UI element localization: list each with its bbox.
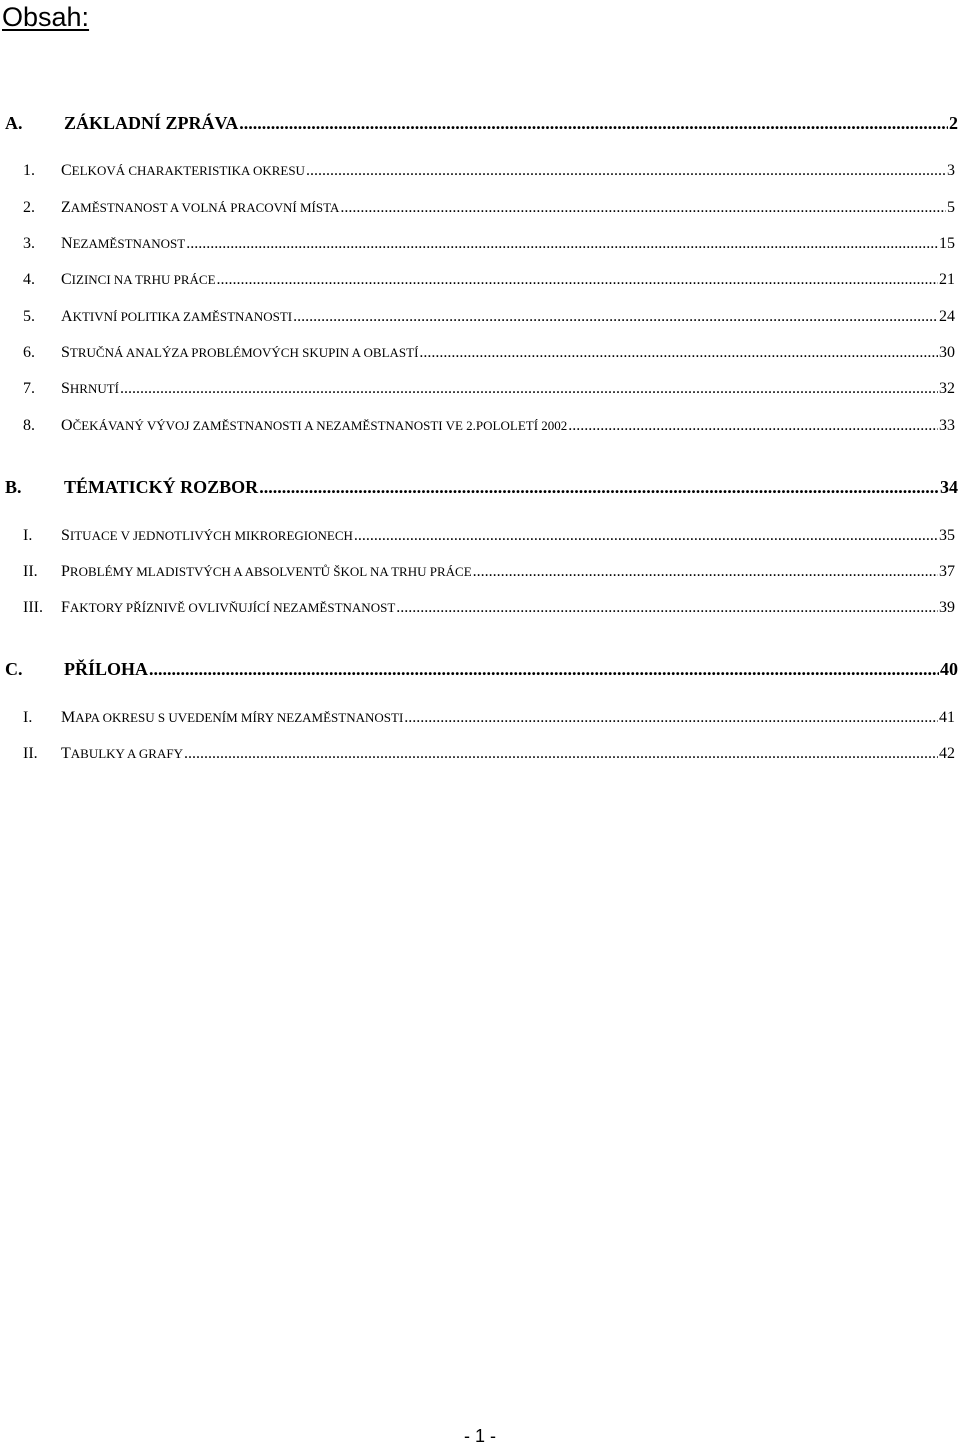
item-title: STRUČNÁ ANALÝZA PROBLÉMOVÝCH SKUPIN A OBLASTÍ: [61, 344, 419, 361]
dot-leader: [239, 113, 948, 134]
item-title: OČEKÁVANÝ VÝVOJ ZAMĚSTNANOSTI A NEZAMĚSTNANOSTI VE 2.POLOLETÍ 2002: [61, 417, 568, 434]
item-page: 24: [939, 308, 955, 325]
item-page: 21: [939, 271, 955, 288]
item-title: FAKTORY PŘÍZNIVĚ OVLIVŇUJÍCÍ NEZAMĚSTNANOST: [61, 599, 396, 616]
section-title: PŘÍLOHA: [64, 659, 149, 679]
section-number: B.: [5, 477, 22, 497]
section-number: C.: [5, 659, 23, 679]
dot-leader: [184, 745, 938, 763]
item-page: 30: [939, 344, 955, 361]
page-number: - 1 -: [463, 1426, 496, 1446]
item-page: 3: [947, 162, 955, 179]
item-title: PROBLÉMY MLADISTVÝCH A ABSOLVENTŮ ŠKOL NA TRHU PRÁCE: [61, 563, 472, 580]
item-title: AKTIVNÍ POLITIKA ZAMĚSTNANOSTI: [61, 308, 293, 325]
dot-leader: [396, 599, 938, 617]
item-page: 35: [939, 527, 955, 544]
item-page: 41: [939, 709, 955, 726]
item-number: I.: [23, 527, 33, 544]
item-number: I.: [23, 709, 33, 726]
item-page: 42: [939, 745, 955, 762]
toc-item-b-2[interactable]: [23, 563, 955, 585]
item-number: 2.: [23, 199, 35, 216]
item-page: 37: [939, 563, 955, 580]
toc-section-b[interactable]: [5, 477, 958, 501]
item-page: 33: [939, 417, 955, 434]
item-number: 1.: [23, 162, 35, 179]
toc-item-a-8[interactable]: [23, 417, 955, 439]
item-title: CELKOVÁ CHARAKTERISTIKA OKRESU: [61, 162, 305, 179]
item-number: 5.: [23, 308, 35, 325]
dot-leader: [120, 380, 938, 398]
toc-item-c-2[interactable]: [23, 745, 955, 767]
toc-item-a-7[interactable]: [23, 380, 955, 402]
toc-item-a-2[interactable]: [23, 199, 955, 221]
item-page: 5: [947, 199, 955, 216]
dot-leader: [306, 162, 946, 180]
section-title: ZÁKLADNÍ ZPRÁVA: [64, 113, 239, 133]
item-title: NEZAMĚSTNANOST: [61, 235, 186, 252]
toc-item-a-6[interactable]: [23, 344, 955, 366]
section-number: A.: [5, 113, 23, 133]
dot-leader: [419, 344, 938, 362]
item-title: SITUACE V JEDNOTLIVÝCH MIKROREGIONECH: [61, 527, 353, 544]
item-title: TABULKY A GRAFY: [61, 745, 183, 762]
item-page: 32: [939, 380, 955, 397]
item-page: 15: [939, 235, 955, 252]
item-page: 39: [939, 599, 955, 616]
dot-leader: [354, 527, 938, 545]
toc-item-a-4[interactable]: [23, 271, 955, 293]
dot-leader: [186, 235, 938, 253]
item-number: II.: [23, 563, 38, 580]
toc-item-a-1[interactable]: [23, 162, 955, 184]
item-title: ZAMĚSTNANOST A VOLNÁ PRACOVNÍ MÍSTA: [61, 199, 340, 216]
item-title: CIZINCI NA TRHU PRÁCE: [61, 271, 216, 288]
toc-item-c-1[interactable]: [23, 709, 955, 731]
toc-section-c[interactable]: [5, 659, 958, 683]
dot-leader: [217, 271, 938, 289]
toc-item-a-5[interactable]: [23, 308, 955, 330]
item-title: SHRNUTÍ: [61, 380, 120, 397]
dot-leader: [340, 199, 946, 217]
page-title: Obsah:: [2, 2, 90, 32]
section-title: TÉMATICKÝ ROZBOR: [64, 477, 259, 497]
item-number: III.: [23, 599, 43, 616]
dot-leader: [149, 659, 939, 680]
item-number: 7.: [23, 380, 35, 397]
dot-leader: [259, 477, 939, 498]
item-number: 8.: [23, 417, 35, 434]
item-number: 6.: [23, 344, 35, 361]
toc-item-b-3[interactable]: [23, 599, 955, 621]
toc-item-b-1[interactable]: [23, 527, 955, 549]
item-number: II.: [23, 745, 38, 762]
section-page: 40: [940, 659, 958, 679]
toc-section-a[interactable]: [5, 113, 958, 137]
item-title: MAPA OKRESU S UVEDENÍM MÍRY NEZAMĚSTNANOSTI: [61, 709, 404, 726]
dot-leader: [568, 417, 938, 435]
item-number: 4.: [23, 271, 35, 288]
toc-item-a-3[interactable]: [23, 235, 955, 257]
dot-leader: [473, 563, 938, 581]
section-page: 34: [940, 477, 958, 497]
dot-leader: [293, 308, 938, 326]
section-page: 2: [949, 113, 958, 133]
dot-leader: [404, 709, 938, 727]
item-number: 3.: [23, 235, 35, 252]
